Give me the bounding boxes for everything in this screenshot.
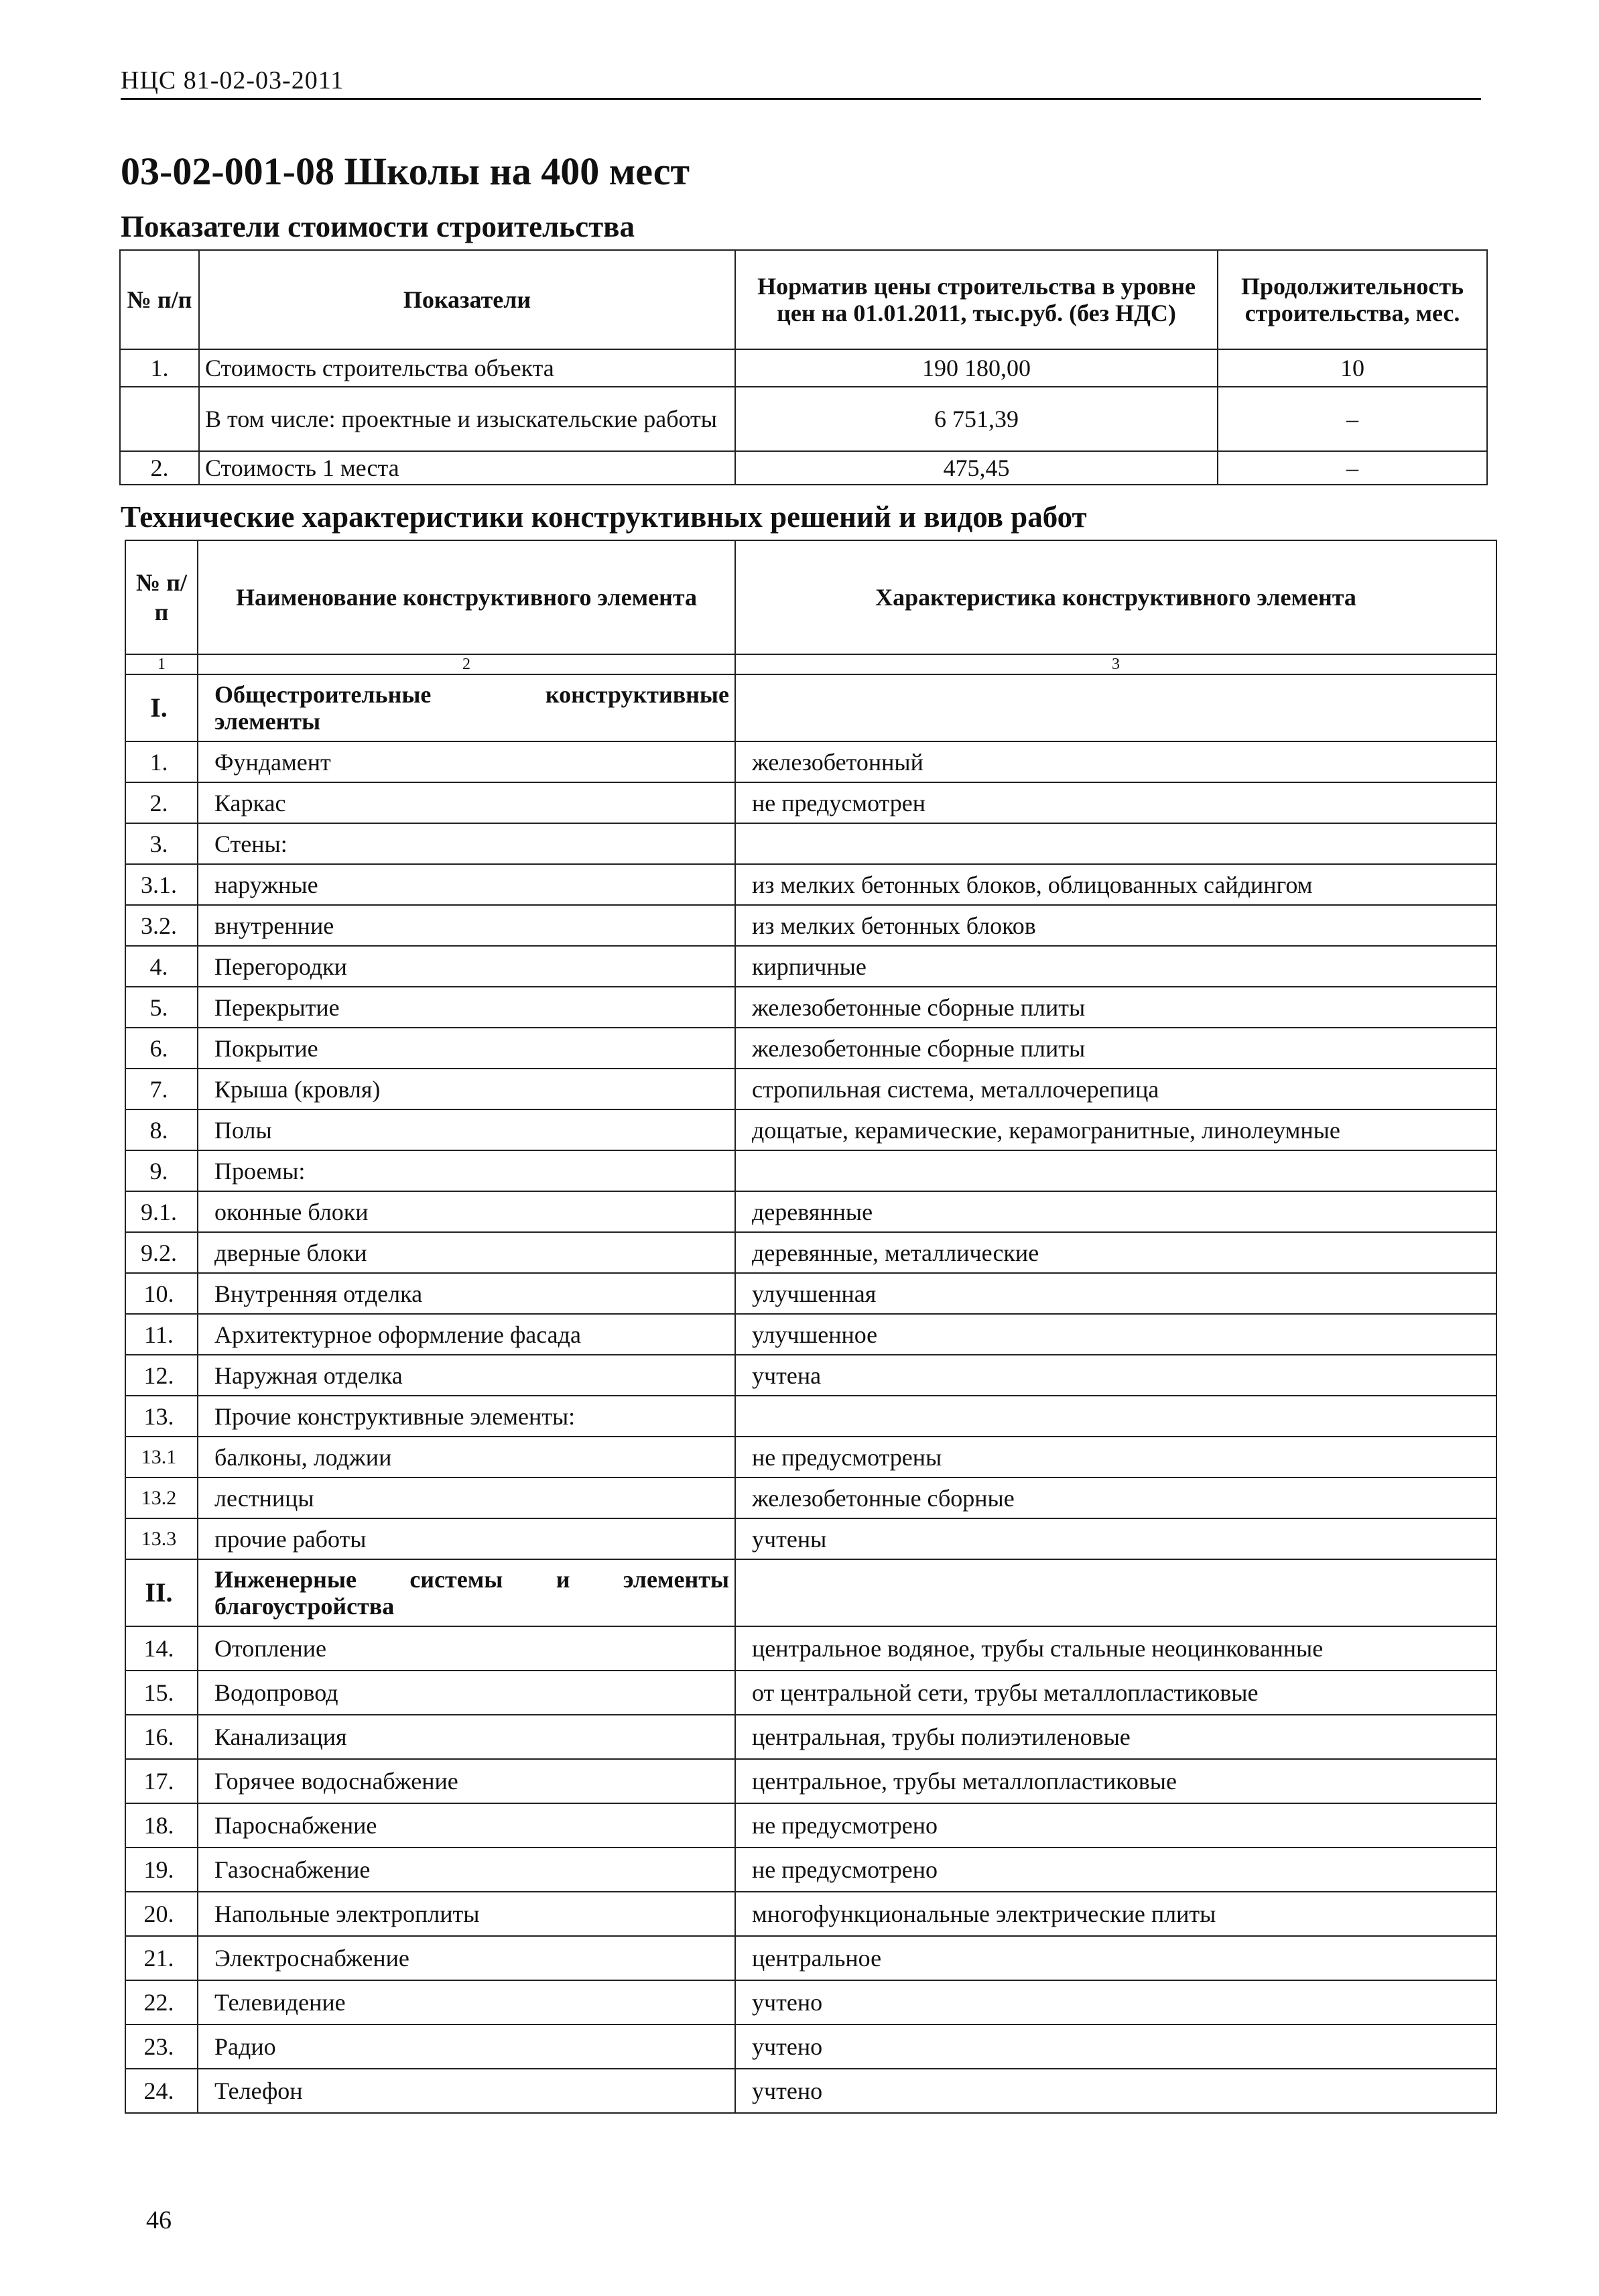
cell-characteristic: железобетонные сборные плиты [735, 1028, 1496, 1069]
cell-num: 13. [125, 1396, 198, 1437]
cell-characteristic: не предусмотрено [735, 1803, 1496, 1848]
cell-element-name: внутренние [198, 905, 735, 946]
table-row [125, 1355, 1496, 1396]
cell-price: 6 751,39 [735, 387, 1218, 451]
cell-characteristic: улучшенное [735, 1314, 1496, 1355]
cell-characteristic: железобетонный [735, 741, 1496, 782]
cell-element-name: Электроснабжение [198, 1936, 735, 1980]
cell-num: 3.1. [125, 864, 198, 905]
cell-characteristic: железобетонные сборные плиты [735, 987, 1496, 1028]
cell-num: 17. [125, 1759, 198, 1803]
cell-characteristic: центральное, трубы металлопластиковые [735, 1759, 1496, 1803]
cell-characteristic: из мелких бетонных блоков, облицованных сайдингом [735, 864, 1496, 905]
header-num: № п/п [120, 250, 199, 349]
cell-element-name: Перегородки [198, 946, 735, 987]
cell-characteristic: от центральной сети, трубы металлопластиковые [735, 1671, 1496, 1715]
cell-element-name: Каркас [198, 782, 735, 823]
table-row [125, 1518, 1496, 1559]
cell-num [120, 387, 199, 451]
table-row [125, 1671, 1496, 1715]
cell-element-name: Водопровод [198, 1671, 735, 1715]
cell-element-name: прочие работы [198, 1518, 735, 1559]
cell-characteristic: центральное [735, 1936, 1496, 1980]
cell-element-name: Газоснабжение [198, 1848, 735, 1892]
table-row [125, 823, 1496, 864]
cell-element-name: дверные блоки [198, 1232, 735, 1273]
section-title-tech: Технические характеристики конструктивных решений и видов работ [121, 500, 1087, 534]
cell-element-name: Пароснабжение [198, 1803, 735, 1848]
cell-characteristic: деревянные [735, 1191, 1496, 1232]
table-row [125, 1437, 1496, 1477]
cell-element-name: Проемы: [198, 1150, 735, 1191]
cell-element-name: Крыша (кровля) [198, 1069, 735, 1109]
cell-characteristic: учтено [735, 2069, 1496, 2113]
cell-num: 10. [125, 1273, 198, 1314]
table-row [125, 1892, 1496, 1936]
table-row [125, 1069, 1496, 1109]
cell-duration: 10 [1218, 349, 1487, 387]
cell-num: 1. [125, 741, 198, 782]
cell-element-name: Отопление [198, 1626, 735, 1671]
cell-num: 1. [120, 349, 199, 387]
cell-num: 7. [125, 1069, 198, 1109]
cell-num: 2. [120, 451, 199, 485]
document-code: НЦС 81-02-03-2011 [121, 66, 344, 95]
cell-num: 16. [125, 1715, 198, 1759]
table-row [125, 2069, 1496, 2113]
header-price: Норматив цены строительства в уровне цен на 01.01.2011, тыс.руб. (без НДС) [735, 250, 1218, 349]
cell-characteristic: учтены [735, 1518, 1496, 1559]
cell-element-name: Архитектурное оформление фасада [198, 1314, 735, 1355]
cell-num: 14. [125, 1626, 198, 1671]
cell-characteristic: из мелких бетонных блоков [735, 905, 1496, 946]
cell-characteristic: улучшенная [735, 1273, 1496, 1314]
cell-duration: – [1218, 387, 1487, 451]
cell-characteristic: центральное водяное, трубы стальные неоцинкованные [735, 1626, 1496, 1671]
cell-characteristic: кирпичные [735, 946, 1496, 987]
table-row [125, 782, 1496, 823]
cell-element-name: Напольные электроплиты [198, 1892, 735, 1936]
cost-table [119, 249, 1488, 485]
cell-num: 13.1 [125, 1437, 198, 1477]
table-row [120, 451, 1487, 485]
table-row [125, 987, 1496, 1028]
cell-num: 13.2 [125, 1477, 198, 1518]
cell-num: 20. [125, 1892, 198, 1936]
cell-characteristic [735, 674, 1496, 741]
table-row [125, 2025, 1496, 2069]
cell-characteristic: не предусмотрен [735, 782, 1496, 823]
table-row [125, 864, 1496, 905]
cell-num: 19. [125, 1848, 198, 1892]
table-row [125, 1715, 1496, 1759]
cell-characteristic: многофункциональные электрические плиты [735, 1892, 1496, 1936]
cost-table-header [120, 250, 1487, 349]
cell-price: 190 180,00 [735, 349, 1218, 387]
cell-num: 2. [125, 782, 198, 823]
table-row [125, 741, 1496, 782]
table-row [125, 1396, 1496, 1437]
table-row [125, 1477, 1496, 1518]
section-title-cost: Показатели стоимости строительства [121, 210, 635, 243]
cell-characteristic: дощатые, керамические, керамогранитные, линолеумные [735, 1109, 1496, 1150]
cell-num: II. [125, 1559, 198, 1626]
cell-element-name: Телевидение [198, 1980, 735, 2025]
cell-characteristic [735, 1150, 1496, 1191]
header-num: № п/п [125, 540, 198, 654]
cell-characteristic: стропильная система, металлочерепица [735, 1069, 1496, 1109]
table-row [120, 349, 1487, 387]
table-row [125, 1936, 1496, 1980]
cell-num: 3.2. [125, 905, 198, 946]
cell-element-name: Инженерные системы и элементы благоустройства [198, 1559, 735, 1626]
cell-element-name: Стены: [198, 823, 735, 864]
cell-characteristic [735, 1396, 1496, 1437]
table-row [125, 1980, 1496, 2025]
cell-element-name: Канализация [198, 1715, 735, 1759]
cell-num: 18. [125, 1803, 198, 1848]
table-row [125, 905, 1496, 946]
cell-num: 9.2. [125, 1232, 198, 1273]
table-row [125, 1759, 1496, 1803]
cell-element-name: балконы, лоджии [198, 1437, 735, 1477]
table-row [125, 1314, 1496, 1355]
cell-name: Стоимость 1 места [199, 451, 735, 485]
cell-characteristic: учтена [735, 1355, 1496, 1396]
column-index: 2 [198, 654, 735, 674]
cell-element-name: Телефон [198, 2069, 735, 2113]
cell-element-name: Прочие конструктивные элементы: [198, 1396, 735, 1437]
cell-num: 3. [125, 823, 198, 864]
cell-num: 5. [125, 987, 198, 1028]
header-indicator: Показатели [199, 250, 735, 349]
cell-element-name: Фундамент [198, 741, 735, 782]
header-divider [121, 98, 1481, 100]
cell-num: 8. [125, 1109, 198, 1150]
cell-num: 12. [125, 1355, 198, 1396]
cell-price: 475,45 [735, 451, 1218, 485]
cell-element-name: Перекрытие [198, 987, 735, 1028]
cell-name: Стоимость строительства объекта [199, 349, 735, 387]
cell-characteristic [735, 1559, 1496, 1626]
cell-characteristic: учтено [735, 2025, 1496, 2069]
cell-element-name: наружные [198, 864, 735, 905]
tech-table [125, 540, 1497, 2114]
cell-element-name: Внутренняя отделка [198, 1273, 735, 1314]
cell-element-name: Покрытие [198, 1028, 735, 1069]
table-row [125, 1109, 1496, 1150]
table-row [125, 1191, 1496, 1232]
cell-num: 13.3 [125, 1518, 198, 1559]
cell-num: 21. [125, 1936, 198, 1980]
cell-characteristic: не предусмотрено [735, 1848, 1496, 1892]
column-index: 3 [735, 654, 1496, 674]
cell-element-name: оконные блоки [198, 1191, 735, 1232]
cell-num: 24. [125, 2069, 198, 2113]
cell-name: В том числе: проектные и изыскательские работы [199, 387, 735, 451]
table-row [125, 1559, 1496, 1626]
column-index: 1 [125, 654, 198, 674]
header-duration: Продолжительность строительства, мес. [1218, 250, 1487, 349]
cell-characteristic: центральная, трубы полиэтиленовые [735, 1715, 1496, 1759]
table-row [125, 946, 1496, 987]
cell-characteristic: железобетонные сборные [735, 1477, 1496, 1518]
cell-num: 11. [125, 1314, 198, 1355]
column-index-row [125, 654, 1496, 674]
page-title: 03-02-001-08 Школы на 400 мест [121, 149, 690, 193]
cell-element-name: Горячее водоснабжение [198, 1759, 735, 1803]
cell-num: 4. [125, 946, 198, 987]
cell-characteristic: деревянные, металлические [735, 1232, 1496, 1273]
cell-element-name: лестницы [198, 1477, 735, 1518]
table-row [125, 1232, 1496, 1273]
table-row [125, 674, 1496, 741]
cell-num: I. [125, 674, 198, 741]
table-row [125, 1028, 1496, 1069]
cell-num: 22. [125, 1980, 198, 2025]
table-row [125, 1803, 1496, 1848]
page-number: 46 [146, 2206, 172, 2234]
cell-num: 9.1. [125, 1191, 198, 1232]
table-row [125, 1848, 1496, 1892]
cell-num: 23. [125, 2025, 198, 2069]
cell-element-name: Общестроительные конструктивные элементы [198, 674, 735, 741]
header-element-name: Наименование конструктивного элемента [198, 540, 735, 654]
cell-num: 15. [125, 1671, 198, 1715]
table-row [125, 1273, 1496, 1314]
cell-element-name: Полы [198, 1109, 735, 1150]
table-row [120, 387, 1487, 451]
cell-num: 9. [125, 1150, 198, 1191]
header-characteristic: Характеристика конструктивного элемента [735, 540, 1496, 654]
table-row [125, 1626, 1496, 1671]
cell-characteristic [735, 823, 1496, 864]
table-row [125, 1150, 1496, 1191]
cell-element-name: Наружная отделка [198, 1355, 735, 1396]
cell-duration: – [1218, 451, 1487, 485]
cell-element-name: Радио [198, 2025, 735, 2069]
cell-characteristic: учтено [735, 1980, 1496, 2025]
tech-table-body [125, 674, 1496, 2113]
tech-table-header [125, 540, 1496, 654]
cell-num: 6. [125, 1028, 198, 1069]
cell-characteristic: не предусмотрены [735, 1437, 1496, 1477]
